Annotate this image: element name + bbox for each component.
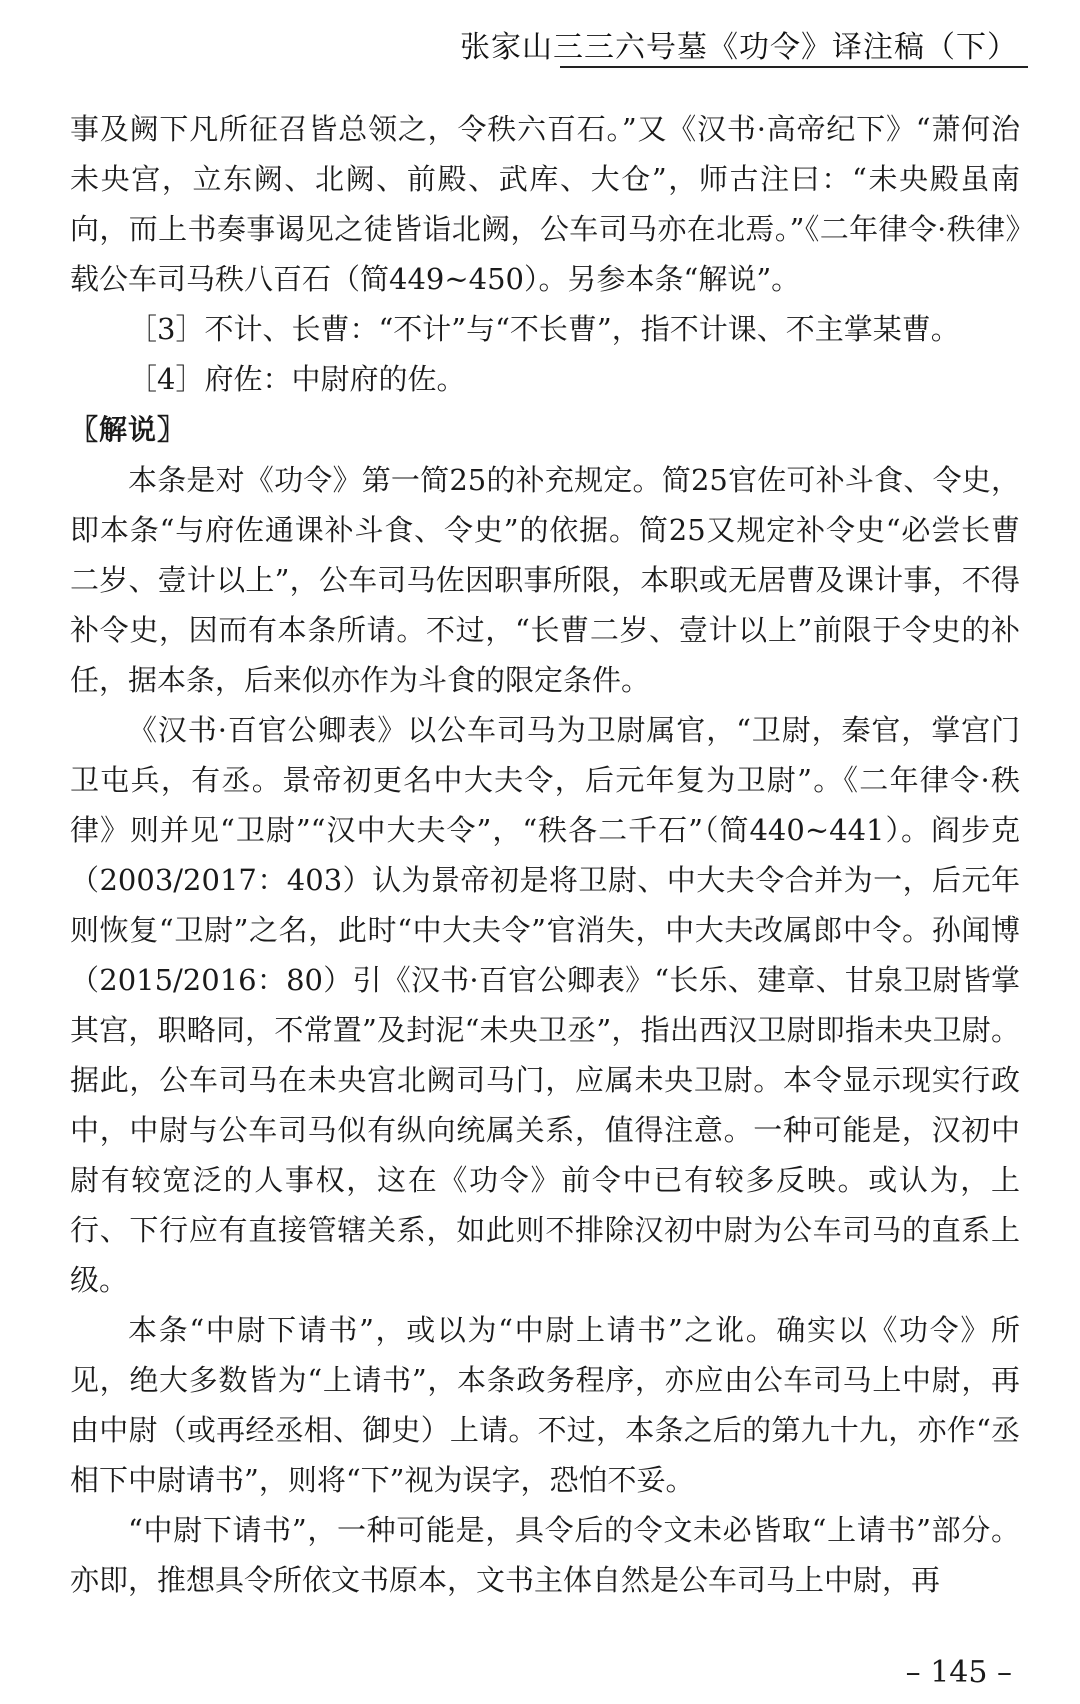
paragraph-4: 本条“中尉下请书”，或以为“中尉上请书”之讹。确实以《功令》所见，绝大多数皆为“上请书”，本条政务程序，亦应由公车司马上中尉，再由中尉（或再经丞相、御史）上请。不过，本条之后的第九十九，亦作“丞相下中尉请书”，则将“下”视为误字，恐怕不妥。 <box>70 1313 1020 1497</box>
running-header: 张家山三三六号墓《功令》译注稿（下） <box>460 30 1018 65</box>
section-label: 〖解说〗 <box>70 413 187 446</box>
note-3: ［3］不计、长曹：“不计”与“不长曹”，指不计课、不主掌某曹。 <box>128 312 960 346</box>
header-rule <box>560 66 1028 68</box>
paragraph-3: 《汉书·百官公卿表》以公车司马为卫尉属官，“卫尉，秦官，掌宫门卫屯兵，有丞。景帝初更名中大夫令，后元年复为卫尉”。《二年律令·秩律》则并见“卫尉”“汉中大夫令”，“秩各二千石”（简440~441）。阎步克（2003/2017：403）认为景帝初是将卫尉、中大夫令合并为一，后元年则恢复“卫尉”之名，此时“中大夫令”官消失，中大夫改属郎中令。孙闻博（2015/2016：80）引《汉书·百官公卿表》“长乐、建章、甘泉卫尉皆掌其宫，职略同，不常置”及封泥“未央卫丞”，指出西汉卫尉即指未央卫尉。据此，公车司马在未央宫北阙司马门，应属未央卫尉。本令显示现实行政中，中尉与公车司马似有纵向统属关系，值得注意。一种可能是，汉初中尉有较宽泛的人事权，这在《功令》前令中已有较多反映。或认为，上行、下行应有直接管辖关系，如此则不排除汉初中尉为公车司马的直系上级。 <box>70 713 1020 1297</box>
paragraph-1: 事及阙下凡所征召皆总领之，令秩六百石。”又《汉书·高帝纪下》“萧何治未央宫，立东阙、北阙、前殿、武库、大仓”，师古注曰：“未央殿虽南向，而上书奏事谒见之徒皆诣北阙，公车司马亦在北焉。”《二年律令·秩律》载公车司马秩八百石（简449~450）。另参本条“解说”。 <box>70 112 1020 296</box>
paragraph-5: “中尉下请书”，一种可能是，具令后的令文未必皆取“上请书”部分。亦即，推想具令所依文书原本，文书主体自然是公车司马上中尉，再 <box>70 1513 1020 1597</box>
page-number: – 145 – <box>905 1655 1012 1690</box>
paragraph-2: 本条是对《功令》第一简25的补充规定。简25官佐可补斗食、令史，即本条“与府佐通课补斗食、令史”的依据。简25又规定补令史“必尝长曹二岁、壹计以上”，公车司马佐因职事所限，本职或无居曹及课计事，不得补令史，因而有本条所请。不过，“长曹二岁、壹计以上”前限于令史的补任，据本条，后来似亦作为斗食的限定条件。 <box>70 463 1020 697</box>
section-heading <box>70 404 1020 455</box>
note-4: ［4］府佐：中尉府的佐。 <box>128 362 466 396</box>
page-body <box>70 104 1020 1605</box>
